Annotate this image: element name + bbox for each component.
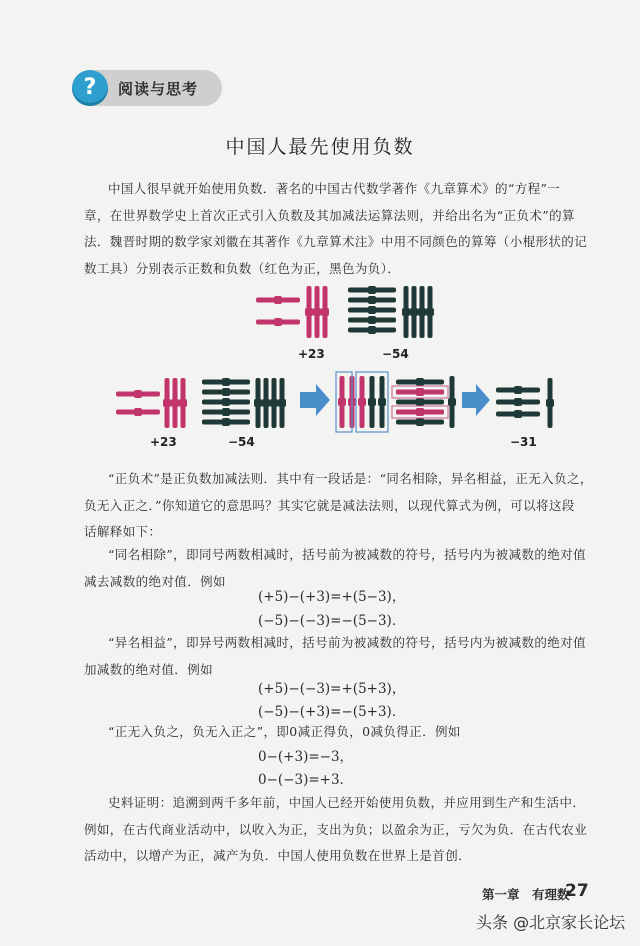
text-line: 话解释如下： bbox=[84, 524, 162, 539]
vertical-rod bbox=[380, 376, 385, 428]
vertical-rod bbox=[173, 378, 178, 428]
horizontal-rod bbox=[348, 288, 396, 293]
text-line: “正无入负之，负无入正之”，即0减正得负，0减负得正．例如 bbox=[108, 724, 461, 739]
rod-knot bbox=[305, 308, 313, 316]
rod-knot bbox=[418, 308, 426, 316]
page-number: 27 bbox=[565, 881, 589, 901]
rod-knot bbox=[368, 296, 376, 304]
highlight-box bbox=[392, 406, 448, 418]
rod-knot bbox=[426, 308, 434, 316]
rod-knot bbox=[313, 308, 321, 316]
horizontal-rod bbox=[396, 410, 444, 415]
rod-knot bbox=[416, 378, 424, 386]
rod-label-bottom-positive: +23 bbox=[150, 435, 177, 449]
rod-knot bbox=[416, 408, 424, 416]
rod-knot bbox=[270, 399, 278, 407]
vertical-rod bbox=[350, 376, 355, 428]
rod-label-top-positive: +23 bbox=[298, 347, 325, 361]
rod-knot bbox=[278, 399, 286, 407]
equation: 0−(+3)=−3， bbox=[258, 749, 354, 765]
rod-knot bbox=[338, 398, 346, 406]
horizontal-rod bbox=[396, 390, 444, 395]
equation: (−5)−(+3)=−(5+3)． bbox=[258, 704, 406, 720]
rule-opposite-sign bbox=[84, 630, 604, 683]
rod-knot bbox=[416, 418, 424, 426]
vertical-rod bbox=[256, 378, 261, 428]
rod-knot bbox=[514, 386, 522, 394]
rod-knot bbox=[368, 398, 376, 406]
equation: (+5)−(+3)=+(5−3)， bbox=[258, 589, 406, 605]
vertical-rod bbox=[360, 376, 365, 428]
text-line: 活动中，以增产为正，减产为负．中国人使用负数在世界上是首创． bbox=[84, 848, 472, 863]
text-line: “正负术”是正负数加减法则．其中有一段话是：“同名相除，异名相益，正无入负之， bbox=[108, 471, 593, 486]
equation: 0−(−3)=+3． bbox=[258, 772, 354, 788]
vertical-rod bbox=[450, 376, 455, 428]
rod-knot bbox=[416, 398, 424, 406]
vertical-rod bbox=[272, 378, 277, 428]
horizontal-rod bbox=[202, 400, 250, 405]
highlight-box bbox=[392, 386, 448, 398]
rod-knot bbox=[514, 398, 522, 406]
vertical-rod bbox=[548, 378, 553, 428]
horizontal-rod bbox=[396, 400, 444, 405]
rod-knot bbox=[546, 399, 554, 407]
arrow-icon bbox=[462, 384, 490, 416]
vertical-rod bbox=[280, 378, 285, 428]
rod-knot bbox=[368, 316, 376, 324]
chapter-title: 第一章 有理数 bbox=[482, 887, 570, 902]
rod-knot bbox=[134, 408, 142, 416]
vertical-rod bbox=[420, 286, 425, 338]
rod-knot bbox=[348, 398, 356, 406]
horizontal-rod bbox=[348, 298, 396, 303]
equation: (−5)−(−3)=−(5−3)． bbox=[258, 613, 406, 629]
vertical-rod bbox=[307, 286, 312, 338]
rod-label-top-negative: −54 bbox=[382, 347, 409, 361]
rod-knot bbox=[274, 318, 282, 326]
rod-knot bbox=[378, 398, 386, 406]
rod-knot bbox=[222, 378, 230, 386]
vertical-rod bbox=[315, 286, 320, 338]
horizontal-rod bbox=[396, 410, 444, 415]
text-line: 减去减数的绝对值．例如 bbox=[84, 573, 226, 589]
rod-knot bbox=[254, 399, 262, 407]
watermark: 头条 @北京家长论坛 bbox=[476, 913, 626, 932]
horizontal-rod bbox=[202, 390, 250, 395]
text-line: 史料证明：追溯到两千多年前，中国人已经开始使用负数，并应用到生产和生活中． bbox=[108, 795, 586, 810]
rod-knot bbox=[222, 398, 230, 406]
rod-knot bbox=[368, 326, 376, 334]
rod-label-result: −31 bbox=[510, 435, 537, 449]
vertical-rod bbox=[323, 286, 328, 338]
horizontal-rod bbox=[348, 308, 396, 313]
rod-knot bbox=[274, 296, 282, 304]
intro-line: 法．魏晋时期的数学家刘徽在其著作《九章算术注》中用不同颜色的算筹（小棍形状的记 bbox=[84, 234, 588, 249]
text-line: 负无入正之．”你知道它的意思吗？其实它就是减法法则，以现代算式为例，可以将这段 bbox=[84, 497, 575, 513]
rod-knot bbox=[358, 398, 366, 406]
rod-knot bbox=[222, 388, 230, 396]
horizontal-rod bbox=[202, 380, 250, 385]
text-line: “同名相除”，即同号两数相减时，括号前为被减数的符号，括号内为被减数的绝对值 bbox=[108, 547, 586, 562]
vertical-rod bbox=[340, 376, 345, 428]
text-line: 例如，在古代商业活动中，以收入为正，支出为负；以盈余为正，亏欠为负．在古代农业 bbox=[84, 821, 588, 837]
horizontal-rod bbox=[396, 420, 444, 425]
vertical-rod bbox=[428, 286, 433, 338]
horizontal-rod bbox=[256, 298, 300, 303]
vertical-rod bbox=[264, 378, 269, 428]
rod-knot bbox=[416, 388, 424, 396]
page-title: 中国人最先使用负数 bbox=[225, 136, 415, 158]
history-paragraph bbox=[84, 790, 604, 870]
rod-knot bbox=[368, 306, 376, 314]
intro-line: 数工具）分别表示正数和负数（红色为正，黑色为负）． bbox=[84, 260, 401, 276]
rod-knot bbox=[134, 390, 142, 398]
vertical-rod bbox=[412, 286, 417, 338]
horizontal-rod bbox=[202, 420, 250, 425]
rod-knot bbox=[222, 418, 230, 426]
intro-line: 章，在世界数学史上首次正式引入负数及其加减法运算法则，并给出名为“正负术”的算 bbox=[84, 207, 575, 223]
rod-knot bbox=[321, 308, 329, 316]
horizontal-rod bbox=[202, 410, 250, 415]
rod-knot bbox=[416, 408, 424, 416]
equation: (+5)−(−3)=+(5+3)， bbox=[258, 681, 406, 697]
rule-intro-paragraph bbox=[84, 466, 604, 546]
rod-knot bbox=[514, 410, 522, 418]
rod-knot bbox=[410, 308, 418, 316]
section-badge-label: 阅读与思考 bbox=[118, 80, 199, 98]
rod-knot bbox=[222, 408, 230, 416]
horizontal-rod bbox=[396, 390, 444, 395]
text-line: 加减数的绝对值．例如 bbox=[84, 661, 214, 677]
rod-knot bbox=[416, 388, 424, 396]
horizontal-rod bbox=[256, 320, 300, 325]
horizontal-rod bbox=[116, 392, 160, 397]
horizontal-rod bbox=[496, 412, 540, 417]
rod-knot bbox=[402, 308, 410, 316]
rod-knot bbox=[262, 399, 270, 407]
rod-knot bbox=[171, 399, 179, 407]
rod-knot bbox=[179, 399, 187, 407]
horizontal-rod bbox=[116, 410, 160, 415]
rod-label-bottom-negative: −54 bbox=[228, 435, 255, 449]
rod-knot bbox=[448, 398, 456, 406]
intro-paragraph bbox=[84, 176, 604, 282]
arrow-icon bbox=[300, 384, 330, 416]
horizontal-rod bbox=[348, 318, 396, 323]
highlight-box bbox=[336, 372, 352, 432]
question-mark-icon: ? bbox=[72, 70, 108, 106]
highlight-box bbox=[356, 372, 388, 432]
rule-zero bbox=[84, 719, 604, 746]
vertical-rod bbox=[404, 286, 409, 338]
rod-knot bbox=[163, 399, 171, 407]
vertical-rod bbox=[370, 376, 375, 428]
intro-line: 中国人很早就开始使用负数．著名的中国古代数学著作《九章算术》的“方程”一 bbox=[108, 181, 561, 196]
vertical-rod bbox=[165, 378, 170, 428]
horizontal-rod bbox=[496, 400, 540, 405]
horizontal-rod bbox=[348, 328, 396, 333]
horizontal-rod bbox=[496, 388, 540, 393]
rod-knot bbox=[368, 286, 376, 294]
vertical-rod bbox=[181, 378, 186, 428]
text-line: “异名相益”，即异号两数相减时，括号前为被减数的符号，括号内为被减数的绝对值 bbox=[108, 635, 586, 650]
horizontal-rod bbox=[396, 380, 444, 385]
